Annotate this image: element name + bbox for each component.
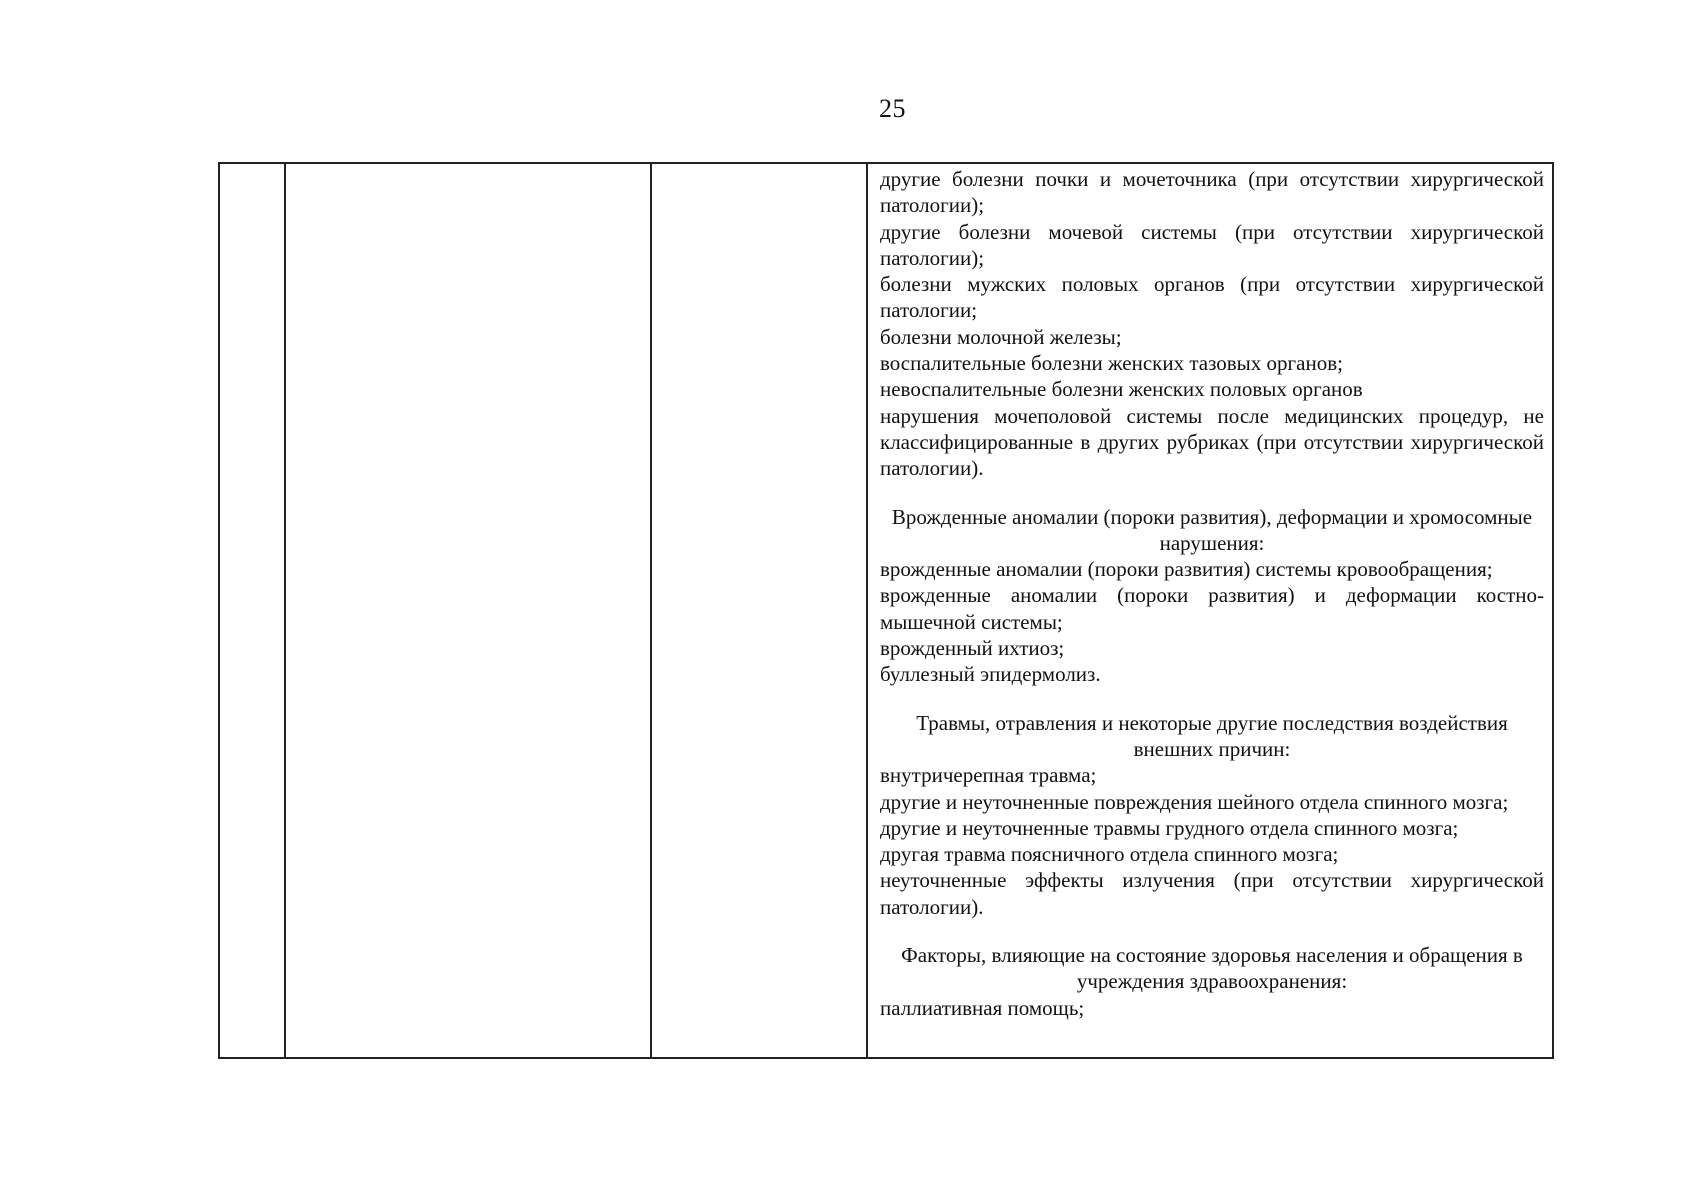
section-title: Факторы, влияющие на состояние здоровья населения и обращения в учреждения здравоохранения:	[901, 943, 1523, 994]
list-item: воспалительные болезни женских тазовых органов;	[880, 351, 1343, 376]
list-item: другие болезни почки и мочеточника (при отсутствии хирургической патологии);	[880, 167, 1544, 218]
list-item: нарушения мочеполовой системы после медицинских процедур, не классифицированные в других рубриках (при отсутствии хирургической патологии).	[880, 403, 1544, 481]
list-item: другая травма поясничного отдела спинного мозга;	[880, 842, 1339, 867]
column-divider	[866, 164, 868, 1057]
list-item: болезни мужских половых органов (при отсутствии хирургической патологии;	[880, 272, 1544, 323]
list-item: буллезный эпидермолиз.	[880, 662, 1101, 687]
list-item: внутричерепная травма;	[880, 763, 1097, 788]
section-title: Травмы, отравления и некоторые другие последствия воздействия внешних причин:	[916, 710, 1508, 761]
list-item: другие и неуточненные повреждения шейного отдела спинного мозга;	[880, 789, 1509, 814]
diagnosis-list-cell	[880, 166, 1544, 1021]
page-number: 25	[879, 94, 906, 123]
list-item: врожденные аномалии (пороки развития) и деформации костно-мышечной системы;	[880, 583, 1544, 634]
list-item: болезни молочной железы;	[880, 324, 1122, 349]
section-congenital	[880, 504, 1544, 688]
column-divider	[650, 164, 652, 1057]
list-item: невоспалительные болезни женских половых органов	[880, 377, 1363, 402]
section-title: Врожденные аномалии (пороки развития), деформации и хромосомные нарушения:	[891, 504, 1533, 555]
section-health-factors	[880, 942, 1544, 1021]
disease-table	[218, 162, 1554, 1059]
list-item: неуточненные эффекты излучения (при отсутствии хирургической патологии).	[880, 868, 1544, 919]
section-injuries	[880, 710, 1544, 920]
list-item: врожденные аномалии (пороки развития) системы кровообращения;	[880, 557, 1493, 582]
list-item: паллиативная помощь;	[880, 995, 1085, 1020]
list-item: врожденный ихтиоз;	[880, 636, 1065, 661]
column-divider	[284, 164, 286, 1057]
genitourinary-list	[880, 166, 1544, 482]
list-item: другие и неуточненные травмы грудного отдела спинного мозга;	[880, 815, 1459, 840]
list-item: другие болезни мочевой системы (при отсутствии хирургической патологии);	[880, 219, 1544, 270]
